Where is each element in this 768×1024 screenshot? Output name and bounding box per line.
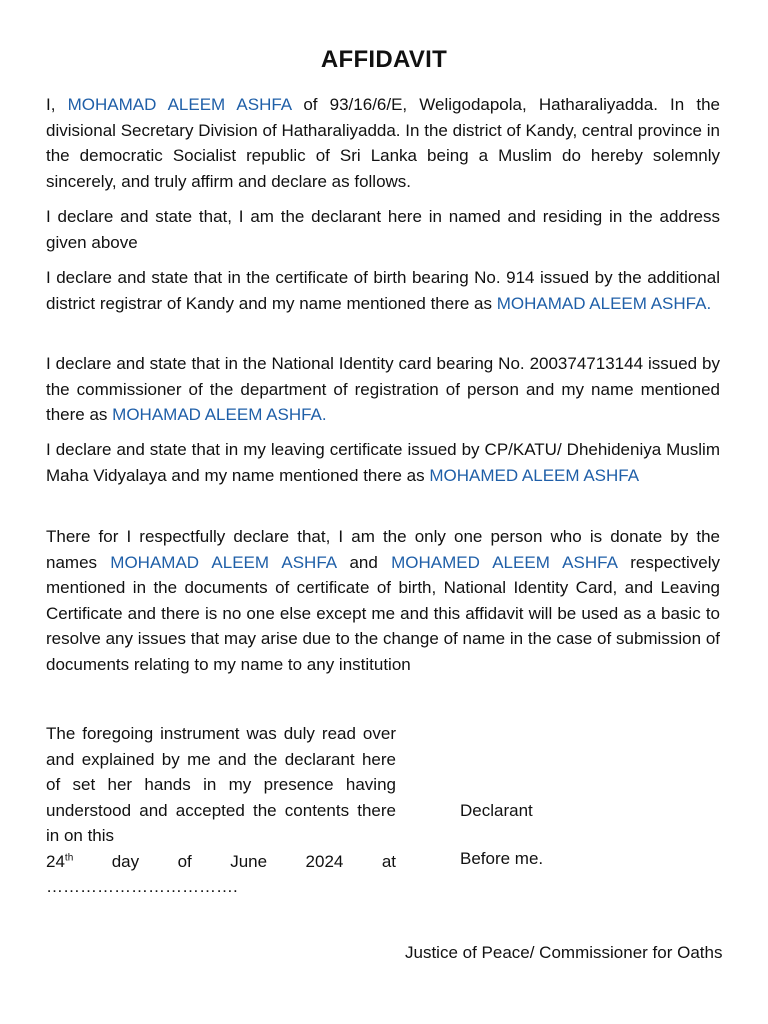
justice-of-peace-label: Justice of Peace/ Commissioner for Oaths [405,943,723,962]
attestation-block [46,721,396,900]
residence-text: I declare and state that, I am the declarant here in named and residing in the address given above [46,207,720,252]
document-title: AFFIDAVIT [320,46,448,73]
intro-prefix: I, [46,95,68,114]
leaving-certificate-paragraph [46,437,720,488]
before-me-label: Before me. [460,849,544,868]
attestation-dots: ……………………………. [46,877,238,896]
attestation-day: 24 [46,851,65,871]
identity-card-paragraph [46,351,720,428]
birth-certificate-name: MOHAMAD ALEEM ASHFA. [496,293,712,313]
declaration-name-1: MOHAMAD ALEEM ASHFA [110,552,337,572]
attestation-date-line [46,849,396,875]
birth-certificate-text: I declare and state that in the certificate of birth bearing No. 914 issued by the additional district registrar of Kandy and my name mentioned there as [46,268,720,313]
intro-paragraph [46,92,720,194]
leaving-certificate-name: MOHAMED ALEEM ASHFA [429,465,640,485]
declarant-label: Declarant [460,801,533,820]
leaving-certificate-text: I declare and state that in my leaving certificate issued by CP/KATU/ Dhehideniya Muslim Maha Vidyalaya and my name mentioned there as [46,440,720,485]
attestation-date-rest: day of June 2024 at [73,851,396,871]
identity-card-text: I declare and state that in the National Identity card bearing No. 200374713144 issued by the commissioner of the department of registration of person and my name mentioned there as [46,354,720,424]
declaration-prefix: There for I respectfully declare that, I am the only one person who is donate by the names [46,527,720,572]
attestation-text: The foregoing instrument was duly read over and explained by me and the declarant here of set her hands in my presence having understood and accepted the contents there in on this [46,724,396,845]
declaration-and: and [336,552,392,572]
birth-certificate-paragraph [46,265,720,316]
residence-paragraph [46,204,720,255]
attestation-day-suffix: th [64,851,74,863]
declaration-paragraph [46,524,720,677]
identity-card-name: MOHAMAD ALEEM ASHFA. [112,405,327,424]
intro-text: of 93/16/6/E, Weligodapola, Hatharaliyadda. In the divisional Secretary Division of Hatharaliyadda. In the district of Kandy, central province in the democratic Socialist republic of Sri Lanka being a Muslim do hereby solemnly sincerely, and truly affirm and declare as follows. [46,95,721,191]
declaration-text: respectively mentioned in the documents of certificate of birth, National Identity Card, and Leaving Certificate and there is no one else except me and this affidavit will be used as a basic to resolve any issues that may arise due to the change of name in the case of submission of documents relating to my name to any institution [46,552,721,674]
declaration-name-2: MOHAMED ALEEM ASHFA [391,552,617,572]
declarant-name: MOHAMAD ALEEM ASHFA [67,95,292,114]
